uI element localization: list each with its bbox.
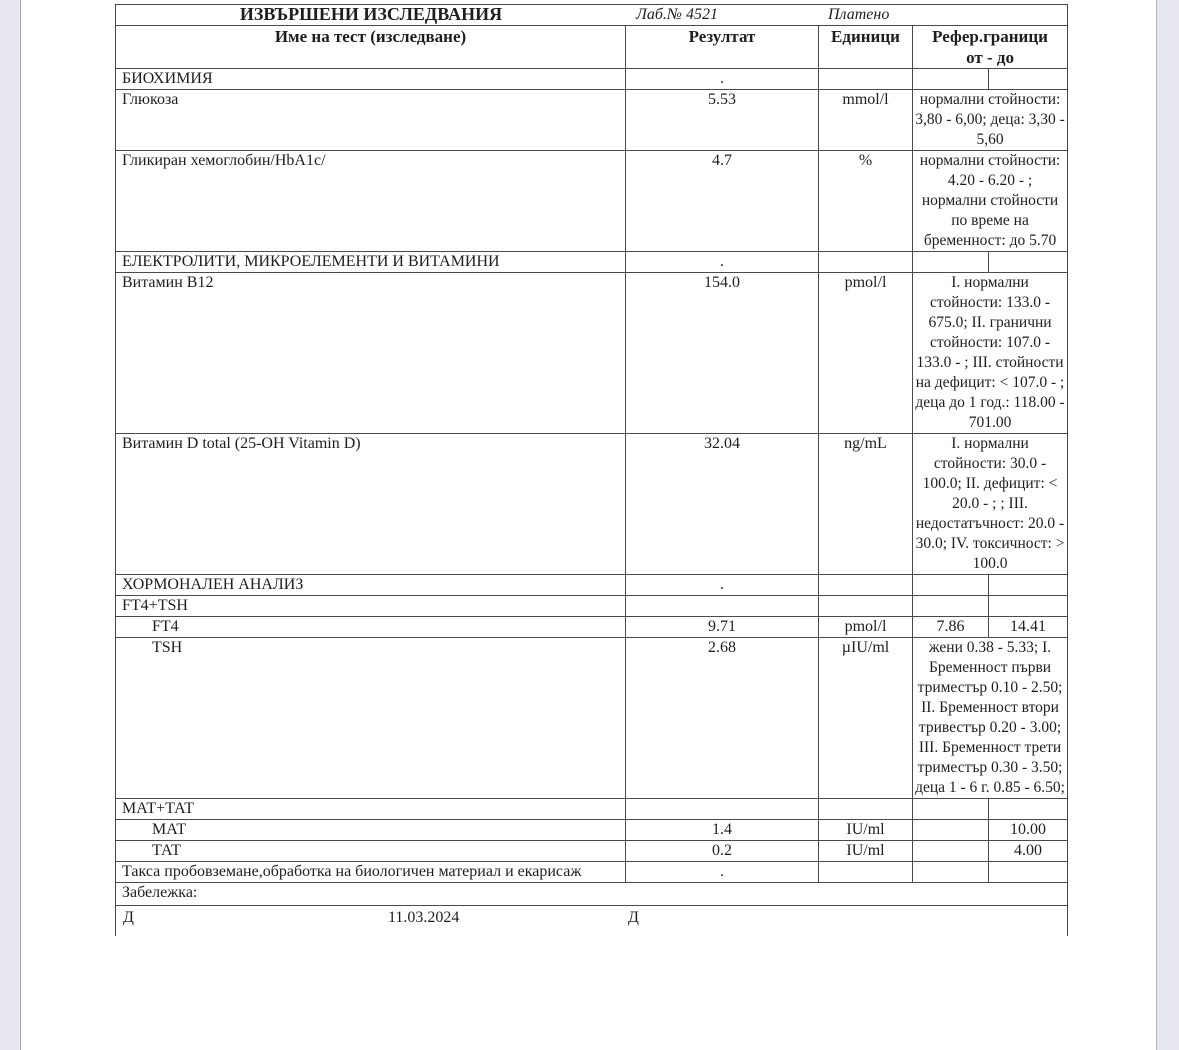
units-value	[819, 575, 913, 596]
test-row	[116, 841, 1068, 862]
reference-range: нормални стойности: 3,80 - 6,00; деца: 3,30 - 5,60	[913, 90, 1068, 151]
reference-range: I. нормални стойности: 30.0 - 100.0; II. дефицит: < 20.0 - ; ; III. недостатъчност: 20.0 - 30.0; IV. токсичност: > 100.0	[913, 434, 1068, 575]
col-header-result: Резултат	[626, 26, 819, 69]
col-header-reference-line1: Рефер.граници	[932, 27, 1048, 46]
test-name: ТАТ	[116, 841, 626, 862]
reference-from	[913, 252, 989, 273]
units-value	[819, 596, 913, 617]
units-value	[819, 69, 913, 90]
test-name: Такса пробовземане,обработка на биологичен материал и екарисаж	[116, 862, 626, 883]
lab-number: Лаб.№ 4521	[636, 6, 718, 23]
units-value	[819, 799, 913, 820]
units-value	[819, 252, 913, 273]
reference-to: 4.00	[989, 841, 1068, 862]
reference-to	[989, 575, 1068, 596]
title-cell	[116, 5, 1068, 26]
reference-range: жени 0.38 - 5.33; I. Бременност първи триместър 0.10 - 2.50; II. Бременност втори тривестър 0.20 - 3.00; III. Бременност трети триместър 0.30 - 3.50; деца 1 - 6 г. 0.85 - 6.50;	[913, 638, 1068, 799]
result-value: .	[626, 252, 819, 273]
test-row	[116, 273, 1068, 434]
subsection-row	[116, 799, 1068, 820]
reference-to: 14.41	[989, 617, 1068, 638]
note-label: Забележка:	[116, 883, 1068, 906]
reference-to	[989, 799, 1068, 820]
reference-range: нормални стойности: 4.20 - 6.20 - ; нормални стойности по време на бременност: до 5.70	[913, 151, 1068, 252]
test-row	[116, 434, 1068, 575]
test-name: FT4	[116, 617, 626, 638]
clipped-footer-cell	[116, 906, 1068, 937]
test-name: Глюкоза	[116, 90, 626, 151]
reference-to	[989, 69, 1068, 90]
reference-from	[913, 799, 989, 820]
result-value: 0.2	[626, 841, 819, 862]
reference-from	[913, 69, 989, 90]
clipped-date-fragment: 11.03.2024	[388, 909, 460, 926]
test-row	[116, 820, 1068, 841]
table-title-row	[116, 5, 1068, 26]
test-name: Витамин B12	[116, 273, 626, 434]
result-value	[626, 596, 819, 617]
test-name: МАТ	[116, 820, 626, 841]
reference-from: 7.86	[913, 617, 989, 638]
result-value	[626, 799, 819, 820]
col-header-reference-line2: от - до	[966, 48, 1014, 67]
reference-from	[913, 820, 989, 841]
units-value: pmol/l	[819, 617, 913, 638]
test-name: ЕЛЕКТРОЛИТИ, МИКРОЕЛЕМЕНТИ И ВИТАМИНИ	[116, 252, 626, 273]
test-name: FT4+TSH	[116, 596, 626, 617]
test-name: TSH	[116, 638, 626, 799]
test-row	[116, 617, 1068, 638]
result-value: 4.7	[626, 151, 819, 252]
reference-from	[913, 841, 989, 862]
reference-to: 10.00	[989, 820, 1068, 841]
reference-from	[913, 575, 989, 596]
test-name: МАТ+ТАТ	[116, 799, 626, 820]
note-row	[116, 883, 1068, 906]
test-name: Витамин D total (25-OH Vitamin D)	[116, 434, 626, 575]
reference-range: I. нормални стойности: 133.0 - 675.0; II. гранични стойности: 107.0 - 133.0 - ; III. стойности на дефицит: < 107.0 - ; деца до 1 год.: 118.00 - 701.00	[913, 273, 1068, 434]
payment-status: Платено	[828, 6, 890, 23]
clipped-footer-row	[116, 906, 1068, 937]
col-header-test-name: Име на тест (изследване)	[116, 26, 626, 69]
result-value: 154.0	[626, 273, 819, 434]
result-value: .	[626, 862, 819, 883]
document-page	[20, 0, 1157, 1050]
reference-to	[989, 862, 1068, 883]
test-row	[116, 638, 1068, 799]
units-value	[819, 862, 913, 883]
units-value: IU/ml	[819, 820, 913, 841]
units-value: mmol/l	[819, 90, 913, 151]
table-header-row	[116, 26, 1068, 69]
test-row	[116, 151, 1068, 252]
reference-from	[913, 862, 989, 883]
result-value: .	[626, 69, 819, 90]
units-value: %	[819, 151, 913, 252]
result-value: .	[626, 575, 819, 596]
units-value: pmol/l	[819, 273, 913, 434]
test-row	[116, 90, 1068, 151]
result-value: 32.04	[626, 434, 819, 575]
test-name: ХОРМОНАЛЕН АНАЛИЗ	[116, 575, 626, 596]
test-name: БИОХИМИЯ	[116, 69, 626, 90]
subsection-row	[116, 596, 1068, 617]
reference-to	[989, 252, 1068, 273]
result-value: 2.68	[626, 638, 819, 799]
result-value: 9.71	[626, 617, 819, 638]
reference-to	[989, 596, 1068, 617]
section-row	[116, 252, 1068, 273]
section-row	[116, 575, 1068, 596]
section-row	[116, 69, 1068, 90]
reference-from	[913, 596, 989, 617]
clipped-text-fragment: Д	[123, 909, 134, 926]
col-header-reference	[913, 26, 1068, 69]
units-value: ng/mL	[819, 434, 913, 575]
result-value: 5.53	[626, 90, 819, 151]
lab-results-table	[115, 4, 1068, 936]
clipped-text-fragment: Д	[628, 909, 639, 926]
fee-row	[116, 862, 1068, 883]
result-value: 1.4	[626, 820, 819, 841]
report-title: ИЗВЪРШЕНИ ИЗСЛЕДВАНИЯ	[239, 4, 503, 24]
units-value: µIU/ml	[819, 638, 913, 799]
col-header-units: Единици	[819, 26, 913, 69]
units-value: IU/ml	[819, 841, 913, 862]
test-name: Гликиран хемоглобин/HbA1c/	[116, 151, 626, 252]
